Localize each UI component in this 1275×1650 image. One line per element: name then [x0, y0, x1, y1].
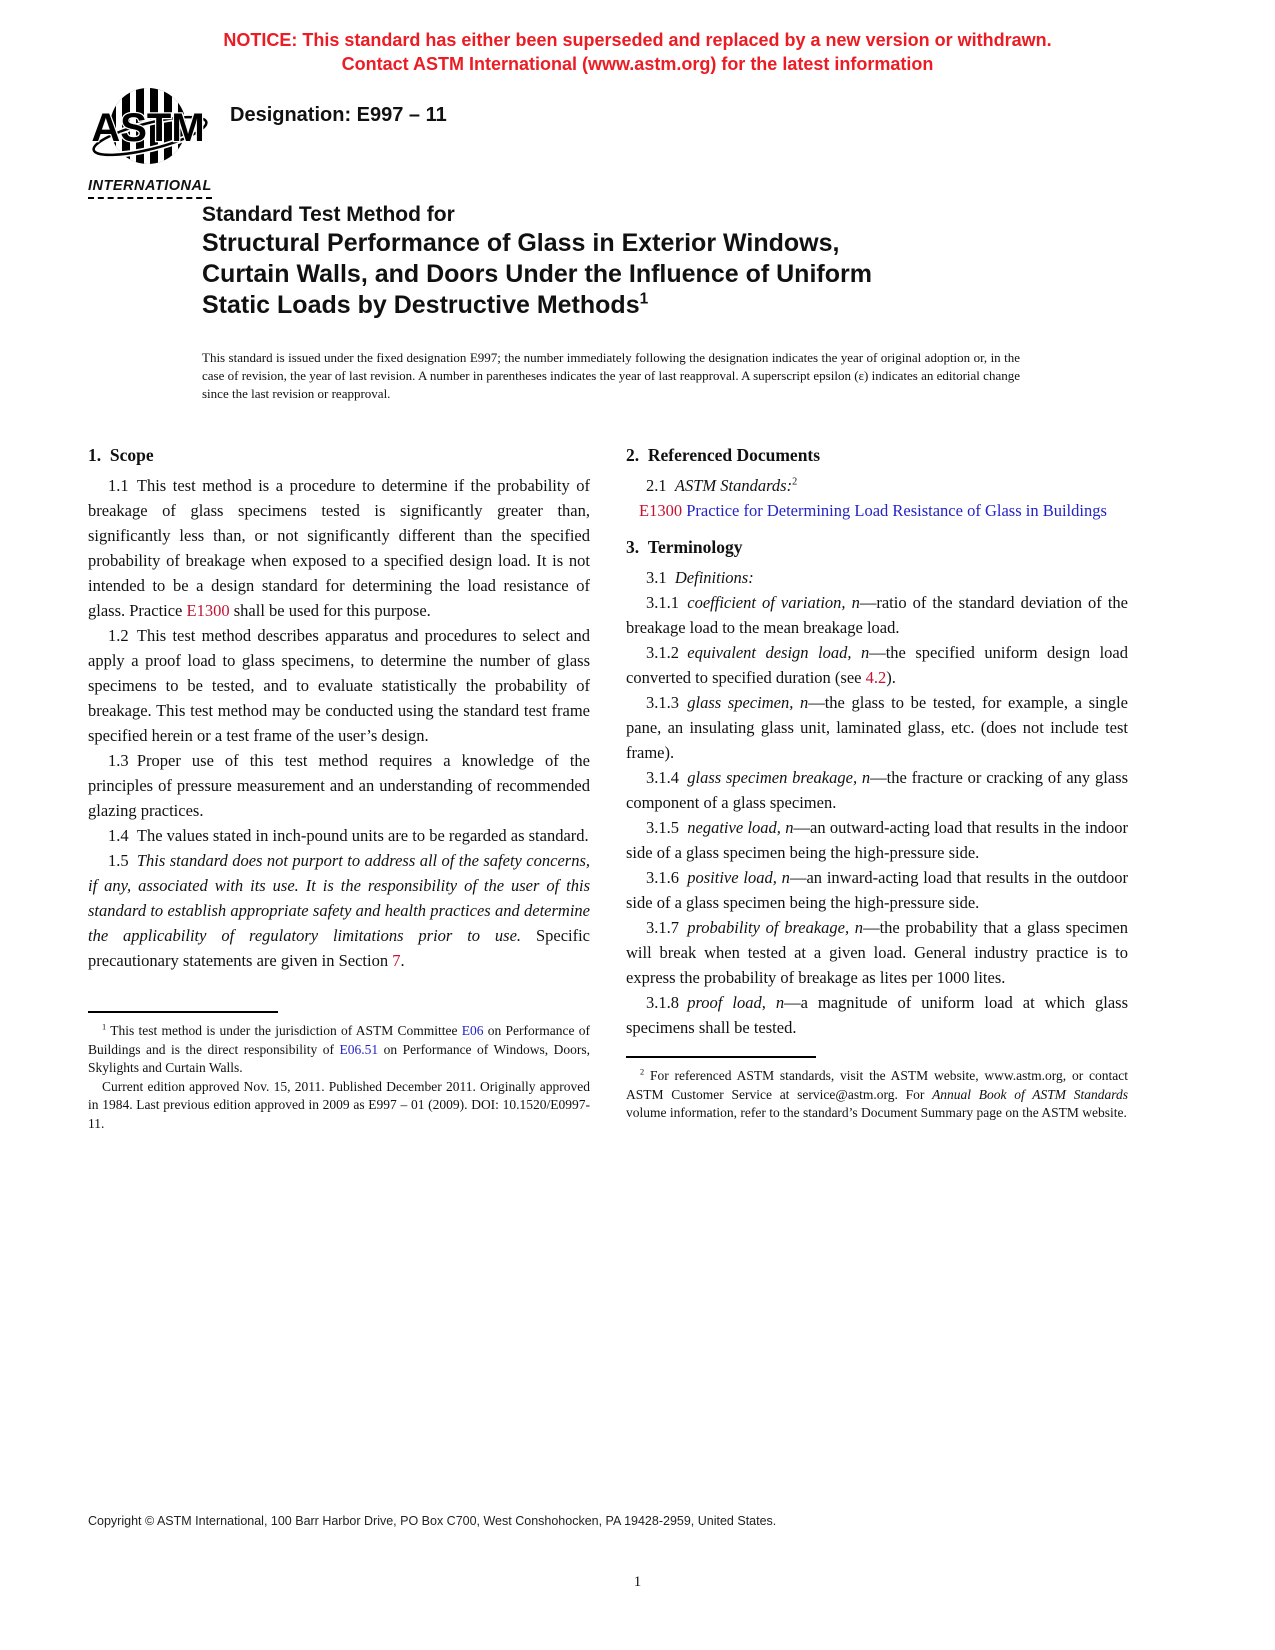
title-footnote-ref[interactable]: 1: [639, 290, 649, 308]
astm-logo-text: ASTM: [91, 106, 205, 150]
paragraph-1-4: 1.4 The values stated in inch-pound units are to be regarded as standard.: [108, 826, 589, 845]
document-title: [202, 202, 1062, 321]
title-prefix: Standard Test Method for: [202, 203, 455, 226]
paragraph-3-1-6: 3.1.6 positive load, n—an inward-acting load that results in the outdoor side of a glass specimen being the high-pressure side.: [626, 868, 1128, 912]
astm-globe-icon: [88, 84, 216, 172]
paragraph-3-1-8: 3.1.8 proof load, n—a magnitude of uniform load at which glass specimens shall be tested.: [626, 993, 1128, 1037]
footnote-1-jurisdiction: $^1$ This test method is under the jurisdiction of ASTM Committee E06 on Performance of Buildings and is the direct responsibility of E06.51 on Performance of Windows, Doors, Skylights and Curtain Walls.: [88, 1022, 590, 1075]
paragraph-3-1-5: 3.1.5 negative load, n—an outward-acting load that results in the indoor side of a glass specimen being the high-pressure side.: [626, 818, 1128, 862]
link-e06[interactable]: E06: [461, 1023, 484, 1038]
link-section-7[interactable]: 7: [392, 951, 401, 970]
paragraph-3-1-2: 3.1.2 equivalent design load, n—the specified uniform design load converted to specified duration (see 4.2).: [626, 643, 1129, 687]
link-4-2[interactable]: 4.2: [865, 668, 887, 687]
paragraph-1-2: 1.2 This test method describes apparatus and procedures to select and apply a proof load to glass specimens, to determine the number of glass specimens to be tested, and to evaluate statistically the probability of breakage. This test method may be conducted using the standard test frame specified herein or a test frame of the user’s design.: [88, 626, 590, 745]
paragraph-3-1-3: 3.1.3 glass specimen, n—the glass to be tested, for example, a single pane, an insulating glass unit, laminated glass, etc. (does not include test frame).: [626, 693, 1128, 762]
notice-line-2: Contact ASTM International (www.astm.org) for the latest information: [341, 54, 934, 74]
paragraph-3-1-7: 3.1.7 probability of breakage, n—the probability that a glass specimen will break when tested at a given load. General industry practice is to express the probability of breakage as lites per 1000 lites.: [626, 918, 1128, 987]
left-column: [88, 443, 590, 1133]
astm-logo-subtitle: INTERNATIONAL: [88, 178, 212, 199]
paragraph-2-1: 2.1 ASTM Standards:$^2$: [646, 476, 798, 495]
heading-scope: 1. Scope: [88, 445, 154, 465]
heading-terminology: 3. Terminology: [626, 537, 743, 557]
copyright-line: Copyright © ASTM International, 100 Barr Harbor Drive, PO Box C700, West Conshohocken, PA 19428-2959, United States.: [88, 1514, 777, 1528]
title-line-3: Curtain Walls, and Doors Under the Influence of Uniform: [202, 260, 872, 288]
link-e1300[interactable]: E1300: [186, 601, 230, 620]
footnote-1-block: [88, 1011, 590, 1133]
title-line-4: Static Loads by Destructive Methods$^1$: [202, 290, 649, 319]
paragraph-3-1-1: 3.1.1 coefficient of variation, n—ratio of the standard deviation of the breakage load to the mean breakage load.: [626, 593, 1129, 637]
paragraph-3-1-4: 3.1.4 glass specimen breakage, n—the fracture or cracking of any glass component of a glass specimen.: [626, 768, 1128, 812]
superseded-notice: [0, 28, 1275, 76]
reference-e1300: [626, 498, 1128, 523]
paragraph-3-1: 3.1 Definitions:: [646, 568, 754, 587]
right-column: [626, 443, 1128, 1133]
title-line-2: Structural Performance of Glass in Exterior Windows,: [202, 229, 840, 257]
astm-logo: [88, 84, 220, 199]
paragraph-1-3: 1.3 Proper use of this test method requires a knowledge of the principles of pressure measurement and an understanding of recommended glazing practices.: [88, 751, 590, 820]
heading-referenced-documents: 2. Referenced Documents: [626, 445, 821, 465]
paragraph-1-5: 1.5 This standard does not purport to address all of the safety concerns, if any, associated with its use. It is the responsibility of the user of this standard to establish appropriate safety and health practices and determine the applicability of regulatory limitations prior to use. Specific precautionary statements are given in Section 7.: [88, 851, 590, 970]
footnote-2-text: $^2$ For referenced ASTM standards, visit the ASTM website, www.astm.org, or contact ASTM Customer Service at service@astm.org. For Annual Book of ASTM Standards volume information, refer to the standard’s Document Summary page on the ASTM website.: [626, 1067, 1129, 1120]
paragraph-1-1: 1.1 This test method is a procedure to determine if the probability of breakage of glass specimens tested is significantly greater than, significantly less than, or not significantly different than the specified probability of breakage when exposed to a specified design load. It is not intended to be a design standard for determining the load resistance of glass. Practice E1300 shall be used for this purpose.: [88, 476, 590, 620]
page-number: 1: [633, 1574, 642, 1590]
issued-note: This standard is issued under the fixed designation E997; the number immediately following the designation indicates the year of original adoption or, in the case of revision, the year of last revision. A number in parentheses indicates the year of last reapproval. A superscript epsilon (ε) indicates an editorial change since the last revision or reapproval.: [202, 350, 1020, 401]
body-columns: [88, 443, 1128, 1133]
footnote-2-block: [626, 1056, 1128, 1123]
footnote-1-edition: Current edition approved Nov. 15, 2011. Published December 2011. Originally approved in 1984. Last previous edition approved in 2009 as E997 – 01 (2009). DOI: 10.1520/E0997-11.: [88, 1078, 590, 1131]
footnote-rule-1: [88, 1011, 278, 1013]
footnote-rule-2: [626, 1056, 816, 1058]
notice-line-1: NOTICE: This standard has either been superseded and replaced by a new version or withdrawn.: [223, 30, 1052, 50]
designation: Designation: E997 – 11: [230, 104, 447, 126]
link-e1300-title[interactable]: Practice for Determining Load Resistance of Glass in Buildings: [682, 501, 1107, 520]
link-e06-51[interactable]: E06.51: [339, 1041, 379, 1057]
link-e1300-ref[interactable]: E1300: [639, 501, 683, 520]
